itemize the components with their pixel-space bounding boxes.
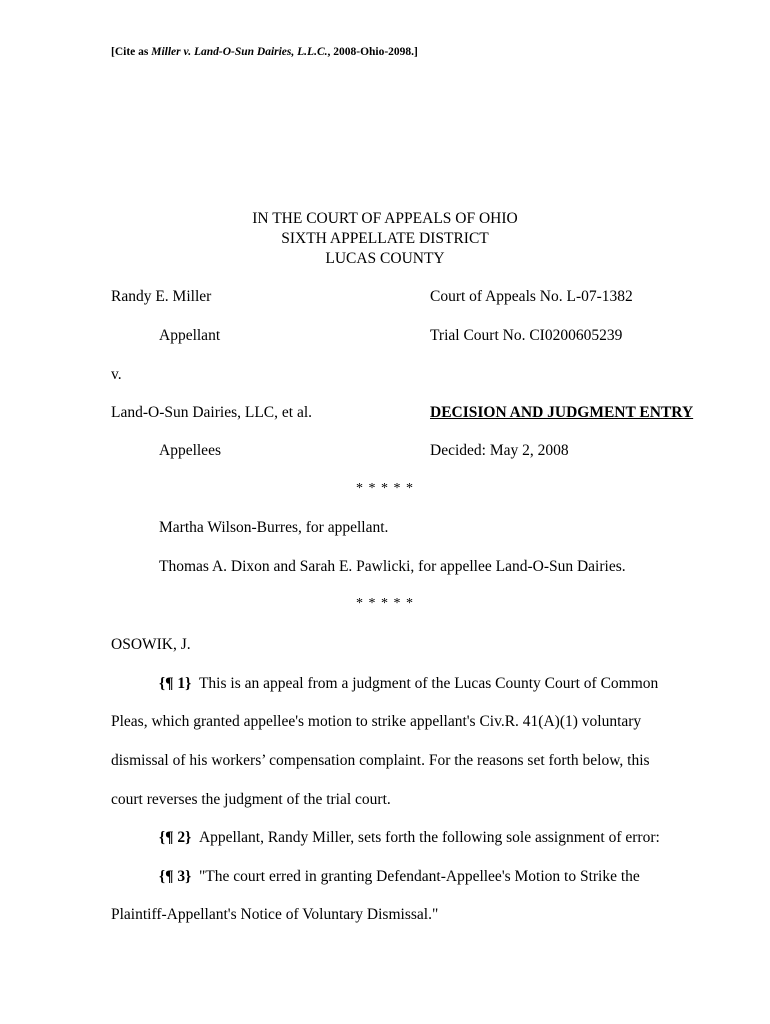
entry-title: DECISION AND JUDGMENT ENTRY: [430, 404, 694, 421]
paragraph-text: "The court erred in granting Defendant-Appellee's Motion to Strike the: [198, 868, 640, 885]
citation-suffix: , 2008-Ohio-2098.]: [327, 46, 418, 58]
appellant-counsel: Martha Wilson-Burres, for appellant.: [159, 519, 389, 536]
paragraph-3-line: Plaintiff-Appellant's Notice of Voluntary Dismissal.": [111, 906, 439, 923]
decided-date: Decided: May 2, 2008: [430, 442, 569, 459]
county-name: LUCAS COUNTY: [325, 250, 445, 267]
citation-prefix: [Cite as: [111, 46, 152, 58]
district-name: SIXTH APPELLATE DISTRICT: [281, 230, 489, 247]
paragraph-number: {¶ 1}: [159, 675, 192, 692]
appellant-role: Appellant: [159, 327, 221, 344]
section-separator: * * * * *: [356, 596, 414, 611]
court-name: IN THE COURT OF APPEALS OF OHIO: [252, 210, 518, 227]
paragraph-1-line: court reverses the judgment of the trial court.: [111, 791, 391, 808]
paragraph-number: {¶ 3}: [159, 868, 192, 885]
judge-name: OSOWIK, J.: [111, 636, 191, 653]
appellee-counsel: Thomas A. Dixon and Sarah E. Pawlicki, for appellee Land-O-Sun Dairies.: [159, 558, 626, 575]
section-separator: * * * * *: [356, 481, 414, 496]
paragraph-2-line: [159, 829, 660, 847]
paragraph-1-line: dismissal of his workers’ compensation complaint. For the reasons set forth below, this: [111, 752, 650, 769]
paragraph-text: Appellant, Randy Miller, sets forth the following sole assignment of error:: [198, 829, 660, 846]
paragraph-1-line: [159, 675, 658, 693]
paragraph-number: {¶ 2}: [159, 829, 192, 846]
paragraph-text: This is an appeal from a judgment of the Lucas County Court of Common: [198, 675, 659, 692]
versus-label: v.: [111, 366, 122, 383]
citation-case-name: Miller v. Land-O-Sun Dairies, L.L.C.: [151, 46, 328, 58]
appeals-case-number: Court of Appeals No. L-07-1382: [430, 288, 633, 305]
appellant-name: Randy E. Miller: [111, 288, 212, 305]
appellee-role: Appellees: [159, 442, 221, 459]
paragraph-1-line: Pleas, which granted appellee's motion to strike appellant's Civ.R. 41(A)(1) voluntary: [111, 713, 642, 730]
paragraph-3-line: [159, 868, 640, 886]
appellee-name: Land-O-Sun Dairies, LLC, et al.: [111, 404, 313, 421]
citation-header: [111, 46, 418, 58]
trial-case-number: Trial Court No. CI0200605239: [430, 327, 623, 344]
